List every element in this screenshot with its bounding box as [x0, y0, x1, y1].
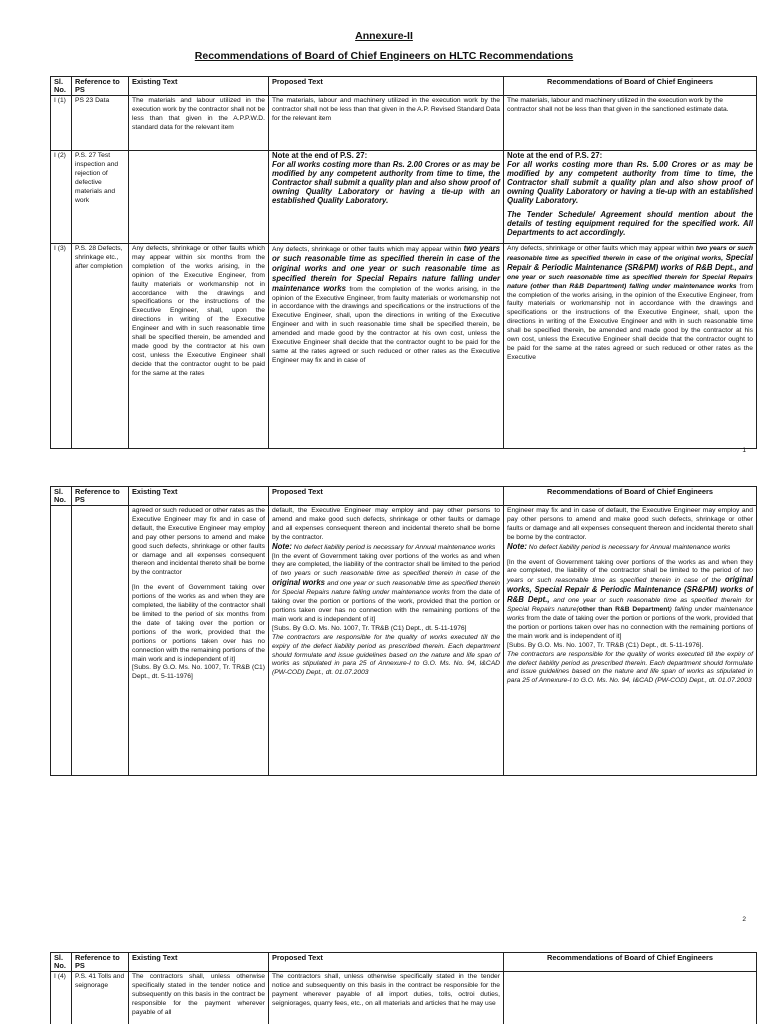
header-existing: Existing Text — [129, 953, 269, 972]
header-proposed: Proposed Text — [269, 77, 504, 96]
document-page-1 — [0, 0, 768, 470]
cell-sl: I (1) — [51, 96, 72, 151]
text-run: two years or such reasonable time as specified therein in case of the original works and one year or such reasonable time as specified therein for Special Repairs nature falling under maintenance works — [272, 244, 500, 293]
header-reference: Reference to PS — [72, 77, 129, 96]
cell-proposed — [269, 244, 504, 449]
text-run: Any defects, shrinkage or other faults which may appear within — [507, 245, 694, 252]
table-row — [51, 151, 757, 244]
cell-existing: The materials and labour utilized in the execution work by the contractor shall not be less than that given in the A.P.P.W.D. standard data for the relevant item — [129, 96, 269, 151]
text-run: from the completion of the works arising, in the opinion of the Executive Engineer, from faulty materials or workmanship not in accordance with the drawings and specifications or the instructions of the Executive Engineer, shall, upon the directions in writing of the Executive Engineer and with in such reasonable time shall be specified therein, be amended and made good by the contractor at his own cost, unless the Executive Engineer shall decide that the contractor ought to be paid for the same at the rates agreed or such reduced or other rates as the Executive Engineer may fix and in case of — [272, 285, 501, 364]
table-row — [51, 506, 757, 776]
cell-sl: I (2) — [51, 151, 72, 244]
text-run: agreed or such reduced or other rates as the Executive Engineer may fix and in case of default, the Executive Engineer may employ and pay other persons to amend and make good such defects, shrinkage or other faults or damage and all expenses consequent thereon and incidental thereto shall be borne by the contractor — [132, 507, 265, 577]
text-run: [Subs. By G.O. Ms. No. 1007, Tr. TR&B (C1) Dept., dt. 5-11-1976]. — [507, 641, 704, 649]
header-recommendation: Recommendations of Board of Chief Engineers — [504, 953, 757, 972]
table-header-row — [51, 487, 757, 506]
text-run: Engineer may fix and in case of default, the Executive Engineer may employ and pay other persons to amend and make good such defects, shrinkage or other faults or damage and all expenses consequent thereon and incidental thereto shall be borne by the contractor. — [507, 507, 753, 541]
recommendations-table-1 — [50, 76, 757, 449]
cell-proposed — [269, 506, 504, 776]
cell-ref: P.S. 28 Defects, shrinkage etc., after completion — [72, 244, 129, 449]
page-heading: Recommendations of Board of Chief Engineers on HLTC Recommendations — [194, 50, 574, 62]
header-sl-no: Sl. No. — [51, 953, 72, 972]
cell-ref: P.S. 41 Tolls and seignorage — [72, 972, 129, 1024]
text-run: other than R&B Department — [578, 606, 670, 614]
header-recommendation: Recommendations of Board of Chief Engineers — [504, 77, 757, 96]
text-run: and one year or such reasonable time as specified therein for Special Repairs nature falling under maintenance works — [272, 580, 501, 597]
document-page-2 — [0, 470, 768, 940]
text-run: No defect liability period is necessary for Annual maintenance works — [528, 543, 731, 551]
cell-recommendation — [504, 244, 757, 449]
text-run: default, the Executive Engineer may employ and pay other persons to amend and make good such defects, shrinkage or other faults or damage and all expenses consequent thereon and incidental thereto shall be borne by the contractor. — [272, 507, 500, 541]
header-reference: Reference to PS — [72, 953, 129, 972]
cell-existing — [129, 151, 269, 244]
note-label: Note: — [507, 541, 527, 551]
text-run: No defect liability period is necessary for Annual maintenance works — [293, 543, 496, 551]
text-run: Any defects, shrinkage or other faults which may appear within — [272, 246, 462, 253]
text-run: [In the event of Government taking over portions of the works as and when they are completed, the liability of the contractor shall be limited to the period of — [272, 552, 500, 578]
proposed-note-text: For all works costing more than Rs. 2.00 Crores or as may be modified by any competent authority from time to time, the Contractor shall submit a quality plan and also show proof of owning Quality Laboratory or having a tie-up with an established Quality Laboratory. — [272, 159, 500, 205]
header-sl-no: Sl. No. — [51, 487, 72, 506]
header-existing: Existing Text — [129, 77, 269, 96]
annexure-title: Annexure-II — [355, 30, 413, 42]
text-run: from the completion of the works arising, in the opinion of the Executive Engineer, from faulty materials or workmanship not in accordance with the drawings and specifications or the instructions of the Executive Engineer, shall, upon the directions in writing of the Executive Engineer and with in such reasonable time shall be specified therein, be amended and made good by the contractor at his own cost, unless the Executive Engineer shall decide that the contractor ought to be paid for the same at the rates agreed or such reduced or other rates as the Executive — [507, 282, 754, 361]
text-run: and one year or such reasonable time as specified therein for Special Repairs nature( — [507, 597, 754, 614]
text-run: Special Repair & Periodic Maintenance (SR&PM) works of R&B Dept., and — [507, 252, 754, 272]
text-run: two years or such reasonable time as specified therein in case of the — [507, 567, 753, 585]
document-page-3 — [0, 940, 768, 1024]
rec-tender-note: The Tender Schedule/ Agreement should mention about the details of testing equipment required for the specified work. All Departments to act accordingly. — [507, 210, 753, 238]
header-sl-no: Sl. No. — [51, 77, 72, 96]
header-recommendation: Recommendations of Board of Chief Engineers — [504, 487, 757, 506]
cell-sl: I (3) — [51, 244, 72, 449]
cell-proposed: The contractors shall, unless otherwise specifically stated in the tender notice and subsequently on this basis in the contract be responsible for the payment wherever payable of all import duties, tolls, octroi duties, seigniorages, quarry fees, etc., on all materials and articles that he may use — [269, 972, 504, 1024]
text-run: original works — [272, 578, 325, 588]
text-run: from the date of taking over the portion or portions of the work, provided that the portion or portions taken over has no connection with the remaining portions of the main work and is independent of it] — [272, 589, 501, 623]
header-proposed: Proposed Text — [269, 953, 504, 972]
cell-ref — [72, 506, 129, 776]
text-run: ) falling under maintenance works — [507, 606, 753, 622]
header-proposed: Proposed Text — [269, 487, 504, 506]
cell-ref: PS 23 Data — [72, 96, 129, 151]
proposed-note-heading: Note at the end of P.S. 27: — [272, 151, 368, 160]
page-number: 2 — [742, 916, 746, 923]
table-row — [51, 244, 757, 449]
cell-sl: I (4) — [51, 972, 72, 1024]
cell-ref: P.S. 27 Test inspection and rejection of defective materials and work — [72, 151, 129, 244]
cell-recommendation — [504, 151, 757, 244]
cell-existing — [129, 506, 269, 776]
text-run: The contractors are responsible for the quality of works executed till the expiry of the defect liability period as prescribed therein. Each department should formulate and issue guidelines based on the nature and life span of works as stipulated in para 25 of Annexure-I to G.O. Ms. No. 94, I&CAD (PW-COD) Dept., dt. 01.07.2003 — [272, 633, 500, 677]
text-run: original works, Special Repair & Periodic Maintenance (SR&PM) works of R&B Dept., — [507, 575, 753, 605]
header-existing: Existing Text — [129, 487, 269, 506]
text-run: from the date of taking over the portion or portions of the work, provided that the portion or portions taken over has no connection with the remaining portions of the main work and is independent of it] — [507, 614, 753, 640]
cell-recommendation — [504, 972, 757, 1024]
cell-proposed: The materials, labour and machinery utilized in the execution work by the contractor shall not be less than that given in the A.P. Revised Standard Data for the relevant item — [269, 96, 504, 151]
text-run: two years or such reasonable time as specified therein in case of the — [280, 570, 501, 578]
text-run: one year or such reasonable time as specified therein for Special Repairs nature (other than R&B Department) falling under maintenance works — [507, 273, 753, 290]
header-reference: Reference to PS — [72, 487, 129, 506]
cell-sl — [51, 506, 72, 776]
text-run: [In the event of Government taking over portions of the works as and when they are completed, the liability of the contractor shall be limited to the period of six months from the date of taking over the portion or portions of the work, provided that the portions or portions taken over has no connection with the remaining portions of the main work and is independent of it] — [132, 584, 265, 663]
text-run: The contractors are responsible for the quality of works executed till the expiry of the defect liability period as prescribed therein. Each department should formulate and issue guidelines based on the nature and life span of works as stipulated in para 25 of Annexure-I to G.O. Ms. No. 94, I&CAD (PW-COD) Dept., dt. 01.07.2003 — [507, 650, 753, 685]
text-run: two years or such reasonable time as specified therein in case of the original works, — [507, 245, 753, 262]
text-run: [Subs. By G.O. Ms. No. 1007, Tr. TR&B (C1) Dept., dt. 5-11-1976] — [272, 624, 467, 632]
recommendations-table-3 — [50, 952, 757, 1024]
table-header-row — [51, 77, 757, 96]
table-row — [51, 972, 757, 1024]
recommendations-table-2 — [50, 486, 757, 776]
text-run: [Subs. By G.O. Ms. No. 1007, Tr. TR&B (C1) Dept., dt. 5-11-1976] — [132, 664, 265, 681]
cell-proposed — [269, 151, 504, 244]
cell-recommendation: The materials, labour and machinery utilized in the execution work by the contractor shall not be less than that given in the sanctioned estimate data. — [504, 96, 757, 151]
rec-note-text: For all works costing more than Rs. 5.00 Crores or as may be modified by any competent authority from time to time, the Contractor shall submit a quality plan and also show proof of owning Quality Laboratory or having a tie-up with an established Quality Laboratory. — [507, 159, 753, 205]
table-header-row — [51, 953, 757, 972]
cell-recommendation — [504, 506, 757, 776]
page-number: 1 — [742, 447, 746, 454]
note-label: Note: — [272, 541, 292, 551]
text-run: [In the event of Government taking over portions of the works as and when they are completed, the liability of the contractor shall be limited to the period of — [507, 558, 753, 575]
rec-note-heading: Note at the end of P.S. 27: — [507, 151, 603, 160]
cell-existing: The contractors shall, unless otherwise specifically stated in the tender notice and subsequently on this basis in the contract be responsible for the payment wherever payable of all — [129, 972, 269, 1024]
table-row — [51, 96, 757, 151]
cell-existing: Any defects, shrinkage or other faults which may appear within six months from the completion of the works arising, in the opinion of the Executive Engineer, from faulty materials or workmanship not in accordance with the drawings and specifications or the instructions of the Executive Engineer, shall, upon the directions in writing of the Executive Engineer and with in such reasonable time shall be specified therein, be amended and made good by the contractor at his own cost, unless the Executive Engineer shall decide that the contractor ought to be paid for the same at the rates — [129, 244, 269, 449]
